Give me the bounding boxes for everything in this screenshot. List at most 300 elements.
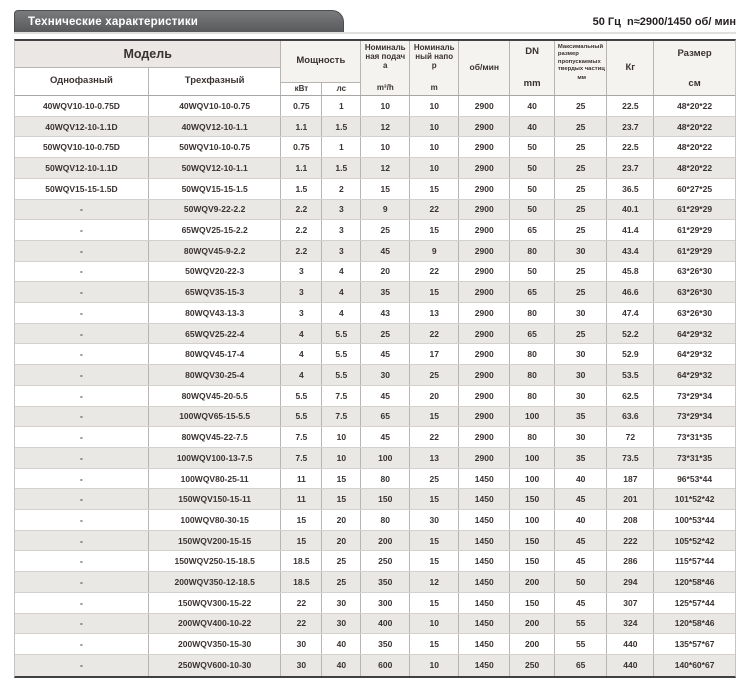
cell-max-particle-size: 25 (555, 158, 608, 178)
cell-max-particle-size: 30 (555, 303, 608, 323)
cell-power-kw: 3 (281, 262, 322, 282)
cell-max-particle-size: 25 (555, 137, 608, 157)
cell-max-particle-size: 45 (555, 489, 608, 509)
cell-max-particle-size: 25 (555, 200, 608, 220)
cell-model-single-phase: - (15, 282, 149, 302)
cell-rpm: 2900 (459, 241, 510, 261)
cell-weight-kg: 307 (607, 593, 654, 613)
cell-size-cm: 101*52*42 (674, 494, 715, 505)
cell-nominal-head: 15 (410, 634, 459, 654)
cell-dn: 150 (510, 489, 555, 509)
cell-rpm: 2900 (459, 220, 510, 240)
cell-dn: 80 (510, 344, 555, 364)
cell-weight-kg: 41.4 (607, 220, 654, 240)
cell-size-cm: 64*29*32 (677, 369, 713, 380)
cell-nominal-head: 10 (410, 614, 459, 634)
cell-dn: 80 (510, 386, 555, 406)
cell-model-three-phase: 150WQV200-15-15 (149, 531, 281, 551)
header-power-kw: кВт (281, 83, 322, 95)
cell-power-kw: 30 (281, 655, 322, 676)
cell-nominal-head: 15 (410, 282, 459, 302)
cell-model-single-phase: 40WQV10-10-0.75D (15, 96, 149, 116)
cell-model-three-phase: 65WQV25-22-4 (149, 324, 281, 344)
table-row (15, 303, 735, 324)
cell-weight-kg: 286 (607, 551, 654, 571)
cell-nominal-flow: 80 (361, 469, 410, 489)
cell-max-particle-size: 25 (555, 96, 608, 116)
cell-rpm: 2900 (459, 158, 510, 178)
cell-dn: 65 (510, 220, 555, 240)
table-row (15, 614, 735, 635)
table-row (15, 510, 735, 531)
cell-nominal-head: 20 (410, 386, 459, 406)
cell-dn: 100 (510, 469, 555, 489)
cell-model-single-phase: - (15, 407, 149, 427)
cell-weight-kg: 47.4 (607, 303, 654, 323)
cell-dn: 100 (510, 407, 555, 427)
cell-nominal-flow: 35 (361, 282, 410, 302)
cell-dn: 250 (510, 655, 555, 676)
cell-model-three-phase: 200WQV350-12-18.5 (149, 572, 281, 592)
cell-rpm: 2900 (459, 386, 510, 406)
table-row (15, 531, 735, 552)
cell-model-single-phase: - (15, 614, 149, 634)
cell-size-cm: 140*60*67 (674, 660, 715, 671)
cell-model-three-phase: 250WQV600-10-30 (149, 655, 281, 676)
cell-power-hp: 7.5 (322, 386, 361, 406)
cell-nominal-flow: 600 (361, 655, 410, 676)
cell-model-three-phase: 100WQV65-15-5.5 (149, 407, 281, 427)
section-title-bar (14, 10, 344, 32)
table-row (15, 158, 735, 179)
cell-size-cm: 64*29*32 (677, 328, 713, 339)
cell-nominal-head: 10 (410, 96, 459, 116)
cell-nominal-head: 15 (410, 407, 459, 427)
cell-nominal-flow: 80 (361, 510, 410, 530)
cell-model-three-phase: 50WQV15-15-1.5 (149, 179, 281, 199)
cell-rpm: 2900 (459, 448, 510, 468)
cell-rpm: 1450 (459, 551, 510, 571)
cell-power-kw: 22 (281, 614, 322, 634)
cell-power-kw: 11 (281, 469, 322, 489)
cell-model-single-phase: - (15, 531, 149, 551)
cell-nominal-head: 15 (410, 179, 459, 199)
cell-max-particle-size: 40 (555, 510, 608, 530)
cell-max-particle-size: 55 (555, 614, 608, 634)
cell-size-cm: 105*52*42 (674, 535, 715, 546)
cell-nominal-head: 12 (410, 572, 459, 592)
cell-weight-kg: 440 (607, 655, 654, 676)
cell-rpm: 1450 (459, 489, 510, 509)
header-size (654, 41, 735, 95)
cell-power-hp: 15 (322, 469, 361, 489)
cell-power-kw: 18.5 (281, 551, 322, 571)
cell-power-hp: 10 (322, 448, 361, 468)
header-size-unit: см (688, 78, 701, 90)
cell-nominal-flow: 25 (361, 324, 410, 344)
cell-power-kw: 30 (281, 634, 322, 654)
cell-rpm: 2900 (459, 407, 510, 427)
header-nominal-flow-unit: m³/h (376, 82, 394, 92)
table-row (15, 593, 735, 614)
cell-power-hp: 30 (322, 614, 361, 634)
cell-nominal-head: 9 (410, 241, 459, 261)
cell-model-three-phase: 100WQV80-30-15 (149, 510, 281, 530)
cell-nominal-head: 15 (410, 220, 459, 240)
cell-model-single-phase: 50WQV15-15-1.5D (15, 179, 149, 199)
cell-power-kw: 2.2 (281, 200, 322, 220)
cell-nominal-flow: 43 (361, 303, 410, 323)
cell-power-hp: 20 (322, 510, 361, 530)
cell-model-three-phase: 200WQV400-10-22 (149, 614, 281, 634)
cell-model-three-phase: 150WQV300-15-22 (149, 593, 281, 613)
cell-dn: 65 (510, 282, 555, 302)
cell-max-particle-size: 50 (555, 572, 608, 592)
cell-weight-kg: 36.5 (607, 179, 654, 199)
cell-nominal-flow: 45 (361, 344, 410, 364)
cell-weight-kg: 43.4 (607, 241, 654, 261)
table-row (15, 407, 735, 428)
cell-rpm: 1450 (459, 572, 510, 592)
cell-model-single-phase: - (15, 655, 149, 676)
cell-power-kw: 2.2 (281, 220, 322, 240)
cell-power-hp: 20 (322, 531, 361, 551)
cell-power-kw: 2.2 (281, 241, 322, 261)
cell-weight-kg: 22.5 (607, 96, 654, 116)
cell-weight-kg: 72 (607, 427, 654, 447)
cell-dn: 80 (510, 427, 555, 447)
cell-model-single-phase: - (15, 572, 149, 592)
cell-nominal-flow: 200 (361, 531, 410, 551)
cell-power-kw: 4 (281, 344, 322, 364)
cell-nominal-flow: 45 (361, 241, 410, 261)
cell-weight-kg: 45.8 (607, 262, 654, 282)
cell-nominal-flow: 65 (361, 407, 410, 427)
cell-weight-kg: 201 (607, 489, 654, 509)
cell-dn: 150 (510, 593, 555, 613)
header-nominal-head-unit: m (430, 82, 438, 92)
cell-rpm: 2900 (459, 324, 510, 344)
cell-model-single-phase: - (15, 324, 149, 344)
cell-max-particle-size: 30 (555, 365, 608, 385)
cell-max-particle-size: 25 (555, 220, 608, 240)
cell-power-hp: 4 (322, 282, 361, 302)
cell-size-cm: 61*29*29 (677, 245, 713, 256)
cell-nominal-flow: 12 (361, 117, 410, 137)
cell-power-kw: 15 (281, 531, 322, 551)
cell-model-single-phase: - (15, 303, 149, 323)
cell-power-kw: 3 (281, 303, 322, 323)
cell-dn: 200 (510, 572, 555, 592)
table-row (15, 282, 735, 303)
cell-nominal-head: 22 (410, 427, 459, 447)
cell-power-hp: 15 (322, 489, 361, 509)
cell-dn: 50 (510, 179, 555, 199)
cell-rpm: 1450 (459, 510, 510, 530)
cell-model-single-phase: - (15, 551, 149, 571)
cell-max-particle-size: 30 (555, 427, 608, 447)
cell-power-kw: 1.5 (281, 179, 322, 199)
cell-model-single-phase: - (15, 262, 149, 282)
cell-power-hp: 30 (322, 593, 361, 613)
cell-max-particle-size: 45 (555, 593, 608, 613)
cell-size-cm: 60*27*25 (677, 183, 713, 194)
cell-model-single-phase: - (15, 469, 149, 489)
cell-size-cm: 61*29*29 (677, 225, 713, 236)
header-nominal-flow (361, 41, 410, 95)
header-dn-label: DN (525, 46, 539, 57)
cell-power-hp: 1.5 (322, 117, 361, 137)
cell-power-kw: 4 (281, 365, 322, 385)
header-dn-unit: mm (523, 78, 541, 90)
table-row (15, 551, 735, 572)
cell-nominal-flow: 150 (361, 489, 410, 509)
cell-weight-kg: 62.5 (607, 386, 654, 406)
cell-nominal-head: 10 (410, 158, 459, 178)
cell-weight-kg: 52.2 (607, 324, 654, 344)
table-row (15, 179, 735, 200)
cell-weight-kg: 208 (607, 510, 654, 530)
cell-dn: 80 (510, 241, 555, 261)
cell-size-cm: 48*20*22 (677, 121, 713, 132)
cell-size-cm: 61*29*29 (677, 204, 713, 215)
cell-power-kw: 11 (281, 489, 322, 509)
header-max-particle-size-label: Максимальный размер пропускаемых твердых частиц (557, 44, 605, 73)
cell-dn: 150 (510, 551, 555, 571)
table-row (15, 262, 735, 283)
cell-model-single-phase: 50WQV10-10-0.75D (15, 137, 149, 157)
cell-weight-kg: 22.5 (607, 137, 654, 157)
cell-model-single-phase: - (15, 241, 149, 261)
cell-nominal-head: 15 (410, 551, 459, 571)
cell-rpm: 2900 (459, 344, 510, 364)
cell-weight-kg: 324 (607, 614, 654, 634)
cell-power-hp: 3 (322, 220, 361, 240)
cell-nominal-flow: 300 (361, 593, 410, 613)
cell-power-hp: 4 (322, 303, 361, 323)
cell-size-cm: 96*53*44 (677, 473, 713, 484)
header-nominal-head-label: Номинальный напор (413, 43, 455, 71)
cell-nominal-head: 22 (410, 324, 459, 344)
cell-power-hp: 1 (322, 96, 361, 116)
cell-nominal-flow: 350 (361, 634, 410, 654)
cell-model-single-phase: - (15, 344, 149, 364)
cell-dn: 50 (510, 158, 555, 178)
table-row (15, 386, 735, 407)
cell-nominal-flow: 30 (361, 365, 410, 385)
cell-model-three-phase: 100WQV100-13-7.5 (149, 448, 281, 468)
cell-model-single-phase: - (15, 220, 149, 240)
cell-nominal-head: 22 (410, 262, 459, 282)
cell-model-single-phase: - (15, 634, 149, 654)
cell-nominal-head: 17 (410, 344, 459, 364)
table-row (15, 572, 735, 593)
cell-power-kw: 15 (281, 510, 322, 530)
cell-nominal-head: 10 (410, 655, 459, 676)
cell-model-single-phase: - (15, 427, 149, 447)
cell-dn: 50 (510, 137, 555, 157)
table-row (15, 634, 735, 655)
header-max-particle-size-unit: мм (577, 74, 587, 81)
cell-model-single-phase: - (15, 365, 149, 385)
cell-nominal-head: 10 (410, 137, 459, 157)
cell-power-hp: 25 (322, 572, 361, 592)
cell-nominal-head: 25 (410, 365, 459, 385)
header-power-hp: лс (322, 83, 361, 95)
cell-power-hp: 5.5 (322, 324, 361, 344)
cell-model-single-phase: - (15, 510, 149, 530)
cell-rpm: 2900 (459, 179, 510, 199)
cell-nominal-head: 30 (410, 510, 459, 530)
cell-rpm: 2900 (459, 427, 510, 447)
cell-dn: 50 (510, 200, 555, 220)
cell-model-three-phase: 65WQV25-15-2.2 (149, 220, 281, 240)
cell-nominal-head: 10 (410, 117, 459, 137)
cell-nominal-head: 13 (410, 303, 459, 323)
cell-max-particle-size: 25 (555, 282, 608, 302)
table-body (15, 96, 735, 676)
cell-max-particle-size: 45 (555, 531, 608, 551)
header-size-label: Размер (677, 48, 712, 59)
cell-nominal-flow: 350 (361, 572, 410, 592)
cell-weight-kg: 187 (607, 469, 654, 489)
cell-rpm: 2900 (459, 117, 510, 137)
table-row (15, 324, 735, 345)
cell-rpm: 1450 (459, 593, 510, 613)
cell-model-three-phase: 200WQV350-15-30 (149, 634, 281, 654)
cell-max-particle-size: 25 (555, 324, 608, 344)
cell-size-cm: 120*58*46 (674, 577, 715, 588)
cell-nominal-flow: 250 (361, 551, 410, 571)
cell-weight-kg: 294 (607, 572, 654, 592)
cell-model-three-phase: 80WQV43-13-3 (149, 303, 281, 323)
cell-model-three-phase: 80WQV30-25-4 (149, 365, 281, 385)
table-row (15, 117, 735, 138)
cell-size-cm: 120*58*46 (674, 618, 715, 629)
cell-power-kw: 0.75 (281, 96, 322, 116)
cell-nominal-head: 15 (410, 531, 459, 551)
table-row (15, 489, 735, 510)
header-nominal-flow-label: Номинальная подача (364, 43, 406, 71)
cell-weight-kg: 46.6 (607, 282, 654, 302)
cell-model-three-phase: 150WQV250-15-18.5 (149, 551, 281, 571)
cell-power-hp: 3 (322, 241, 361, 261)
cell-power-kw: 7.5 (281, 448, 322, 468)
cell-power-hp: 40 (322, 634, 361, 654)
header-nominal-head (410, 41, 459, 95)
cell-weight-kg: 73.5 (607, 448, 654, 468)
cell-dn: 50 (510, 262, 555, 282)
cell-max-particle-size: 40 (555, 469, 608, 489)
cell-nominal-flow: 10 (361, 96, 410, 116)
cell-model-single-phase: - (15, 200, 149, 220)
header-weight-kg: Кг (607, 41, 654, 95)
cell-power-hp: 1.5 (322, 158, 361, 178)
cell-rpm: 2900 (459, 137, 510, 157)
spec-table (14, 39, 736, 678)
cell-rpm: 2900 (459, 282, 510, 302)
cell-model-three-phase: 80WQV45-17-4 (149, 344, 281, 364)
cell-model-three-phase: 40WQV10-10-0.75 (149, 96, 281, 116)
cell-size-cm: 125*57*44 (674, 597, 715, 608)
cell-nominal-flow: 9 (361, 200, 410, 220)
cell-model-three-phase: 80WQV45-22-7.5 (149, 427, 281, 447)
cell-max-particle-size: 25 (555, 262, 608, 282)
cell-model-three-phase: 150WQV150-15-11 (149, 489, 281, 509)
table-row (15, 137, 735, 158)
cell-size-cm: 73*31*35 (677, 452, 713, 463)
header-rpm: об/мин (459, 41, 510, 95)
cell-max-particle-size: 35 (555, 448, 608, 468)
cell-size-cm: 48*20*22 (677, 142, 713, 153)
cell-size-cm: 135*57*67 (674, 639, 715, 650)
cell-power-hp: 4 (322, 262, 361, 282)
cell-power-hp: 40 (322, 655, 361, 676)
cell-power-kw: 5.5 (281, 407, 322, 427)
cell-model-single-phase: - (15, 489, 149, 509)
header-model: Модель (15, 41, 281, 68)
cell-model-three-phase: 40WQV12-10-1.1 (149, 117, 281, 137)
table-header (15, 41, 735, 96)
table-row (15, 200, 735, 221)
cell-nominal-flow: 20 (361, 262, 410, 282)
cell-model-three-phase: 50WQV12-10-1.1 (149, 158, 281, 178)
cell-model-single-phase: 40WQV12-10-1.1D (15, 117, 149, 137)
cell-nominal-flow: 12 (361, 158, 410, 178)
cell-power-kw: 3 (281, 282, 322, 302)
cell-nominal-flow: 45 (361, 427, 410, 447)
header-max-particle-size (555, 41, 608, 95)
cell-power-hp: 10 (322, 427, 361, 447)
cell-weight-kg: 40.1 (607, 200, 654, 220)
cell-rpm: 1450 (459, 614, 510, 634)
header-three-phase: Трехфазный (149, 68, 281, 95)
header-dn (510, 41, 555, 95)
header-single-phase: Однофазный (15, 68, 149, 95)
cell-weight-kg: 23.7 (607, 117, 654, 137)
cell-nominal-flow: 100 (361, 448, 410, 468)
cell-rpm: 1450 (459, 655, 510, 676)
cell-size-cm: 48*20*22 (677, 162, 713, 173)
cell-rpm: 2900 (459, 262, 510, 282)
cell-dn: 100 (510, 510, 555, 530)
cell-size-cm: 64*29*32 (677, 349, 713, 360)
cell-nominal-flow: 400 (361, 614, 410, 634)
cell-max-particle-size: 30 (555, 344, 608, 364)
cell-max-particle-size: 25 (555, 117, 608, 137)
cell-rpm: 2900 (459, 303, 510, 323)
table-row (15, 655, 735, 676)
cell-model-three-phase: 80WQV45-20-5.5 (149, 386, 281, 406)
cell-max-particle-size: 35 (555, 407, 608, 427)
cell-nominal-flow: 45 (361, 386, 410, 406)
cell-model-three-phase: 80WQV45-9-2.2 (149, 241, 281, 261)
cell-rpm: 2900 (459, 365, 510, 385)
cell-size-cm: 73*29*34 (677, 411, 713, 422)
cell-dn: 200 (510, 614, 555, 634)
table-row (15, 448, 735, 469)
cell-weight-kg: 440 (607, 634, 654, 654)
cell-model-single-phase: - (15, 593, 149, 613)
cell-model-three-phase: 100WQV80-25-11 (149, 469, 281, 489)
cell-power-hp: 2 (322, 179, 361, 199)
cell-max-particle-size: 30 (555, 241, 608, 261)
cell-dn: 150 (510, 531, 555, 551)
cell-rpm: 2900 (459, 200, 510, 220)
cell-size-cm: 63*26*30 (677, 307, 713, 318)
cell-nominal-head: 25 (410, 469, 459, 489)
cell-power-hp: 5.5 (322, 344, 361, 364)
